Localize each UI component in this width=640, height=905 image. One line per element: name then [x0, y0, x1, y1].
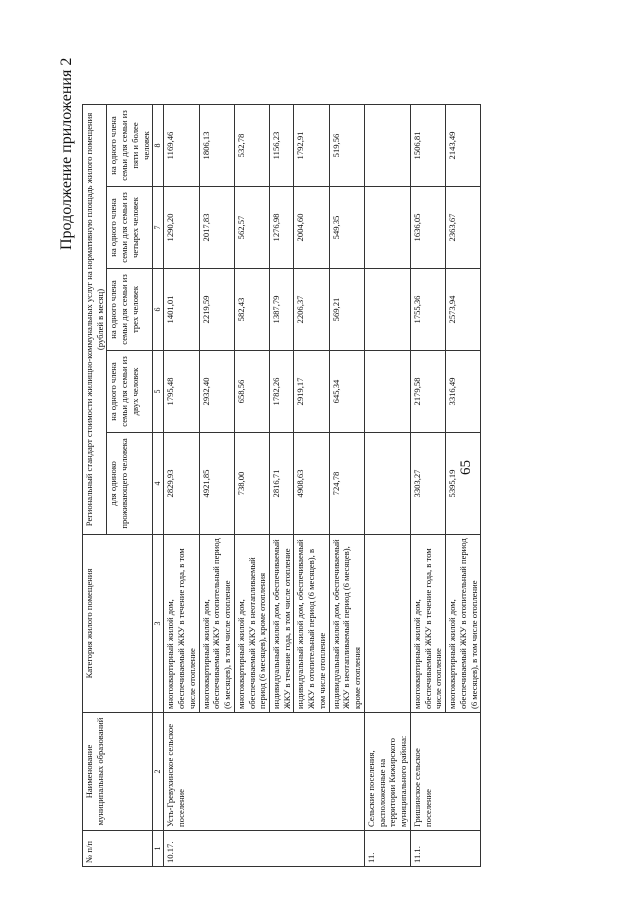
value-cell: 2829,93	[164, 433, 199, 535]
table-row	[410, 105, 445, 867]
value-cell: 4908,63	[294, 433, 329, 535]
category-cell: многоквартирный жилой дом, обеспечиваемый ЖКУ в отопительный период (6 месяцев), в том числе отопление	[446, 535, 481, 713]
index-cell: 4	[153, 433, 164, 535]
value-cell: 2206,37	[294, 269, 329, 351]
value-cell: 738,00	[234, 433, 269, 535]
column-index-row	[153, 105, 164, 867]
row-num: 11.1.	[410, 831, 480, 867]
standards-table	[82, 104, 481, 867]
header-col5: на одного члена семьи для семьи из двух человек	[107, 351, 153, 433]
row-num: 10.17.	[164, 831, 364, 867]
index-cell: 2	[153, 713, 164, 831]
header-name: Наименование муниципальных образований	[83, 713, 153, 831]
empty-cell	[364, 105, 410, 187]
value-cell: 645,34	[329, 351, 364, 433]
value-cell: 1795,48	[164, 351, 199, 433]
index-cell: 5	[153, 351, 164, 433]
municipality-name: Усть-Гревухинское сельское поселение	[164, 713, 364, 831]
value-cell: 569,21	[329, 269, 364, 351]
value-cell: 2143,49	[446, 105, 481, 187]
value-cell: 582,43	[234, 269, 269, 351]
row-num: 11.	[364, 831, 410, 867]
empty-cell	[364, 269, 410, 351]
empty-cell	[364, 351, 410, 433]
value-cell: 724,78	[329, 433, 364, 535]
value-cell: 2219,59	[199, 269, 234, 351]
empty-cell	[364, 535, 410, 713]
value-cell: 532,78	[234, 105, 269, 187]
index-cell: 3	[153, 535, 164, 713]
value-cell: 658,56	[234, 351, 269, 433]
value-cell: 2363,67	[446, 187, 481, 269]
category-cell: многоквартирный жилой дом, обеспечиваемый ЖКУ в течение года, в том числе отопление	[164, 535, 199, 713]
header-num: № п/п	[83, 831, 153, 867]
page-number: 65	[458, 460, 474, 475]
value-cell: 2004,60	[294, 187, 329, 269]
value-cell: 2017,83	[199, 187, 234, 269]
value-cell: 1169,46	[164, 105, 199, 187]
empty-cell	[364, 187, 410, 269]
appendix-label: Продолжение приложения 2	[58, 57, 75, 250]
index-cell: 1	[153, 831, 164, 867]
value-cell: 1401,01	[164, 269, 199, 351]
table-row	[164, 105, 199, 867]
header-category: Категория жилого помещения	[83, 535, 153, 713]
value-cell: 1156,23	[270, 105, 294, 187]
value-cell: 2573,94	[446, 269, 481, 351]
category-cell: индивидуальный жилой дом, обеспечиваемый ЖКУ в неотапливаемый период (6 месяцев), кроме отопления	[329, 535, 364, 713]
value-cell: 2919,17	[294, 351, 329, 433]
value-cell: 5395,19	[446, 433, 481, 535]
value-cell: 1782,26	[270, 351, 294, 433]
header-row-1	[83, 105, 107, 867]
index-cell: 8	[153, 105, 164, 187]
value-cell: 2179,58	[410, 351, 445, 433]
header-col4: для одиноко проживающего человека	[107, 433, 153, 535]
value-cell: 4921,85	[199, 433, 234, 535]
value-cell: 562,57	[234, 187, 269, 269]
index-cell: 6	[153, 269, 164, 351]
value-cell: 1755,36	[410, 269, 445, 351]
value-cell: 2932,40	[199, 351, 234, 433]
header-col7: на одного члена семьи для семьи из четырех человек	[107, 187, 153, 269]
municipality-name: Гришинское сельское поселение	[410, 713, 480, 831]
value-cell: 3316,49	[446, 351, 481, 433]
index-cell: 7	[153, 187, 164, 269]
value-cell: 1792,91	[294, 105, 329, 187]
value-cell: 1636,05	[410, 187, 445, 269]
value-cell: 519,56	[329, 105, 364, 187]
category-cell: индивидуальный жилой дом, обеспечиваемый ЖКУ в отопительный период (6 месяцев), в том числе отопление	[294, 535, 329, 713]
value-cell: 3303,27	[410, 433, 445, 535]
value-cell: 1290,20	[164, 187, 199, 269]
category-cell: многоквартирный жилой дом, обеспечиваемый ЖКУ в отопительный период (6 месяцев), в том числе отопление	[199, 535, 234, 713]
header-standard-group: Региональный стандарт стоимости жилищно-коммунальных услуг на нормативную площадь жилого помещения (рублей в месяц)	[83, 105, 107, 535]
value-cell: 2816,71	[270, 433, 294, 535]
empty-cell	[364, 433, 410, 535]
header-col8: на одного члена семьи для семьи из пяти и более человек	[107, 105, 153, 187]
value-cell: 1506,81	[410, 105, 445, 187]
value-cell: 1806,13	[199, 105, 234, 187]
header-col6: на одного члена семьи для семьи из трех человек	[107, 269, 153, 351]
value-cell: 1276,98	[270, 187, 294, 269]
table-row	[364, 105, 410, 867]
category-cell: индивидуальный жилой дом, обеспечиваемый ЖКУ в течение года, в том числе отопление	[270, 535, 294, 713]
category-cell: многоквартирный жилой дом, обеспечиваемый ЖКУ в неотапливаемый период (6 месяцев), кроме отопления	[234, 535, 269, 713]
category-cell: многоквартирный жилой дом, обеспечиваемый ЖКУ в течение года, в том числе отопление	[410, 535, 445, 713]
municipality-name: Сельские поселения, расположенные на территории Кижирского муниципального района:	[364, 713, 410, 831]
value-cell: 549,35	[329, 187, 364, 269]
value-cell: 1387,79	[270, 269, 294, 351]
